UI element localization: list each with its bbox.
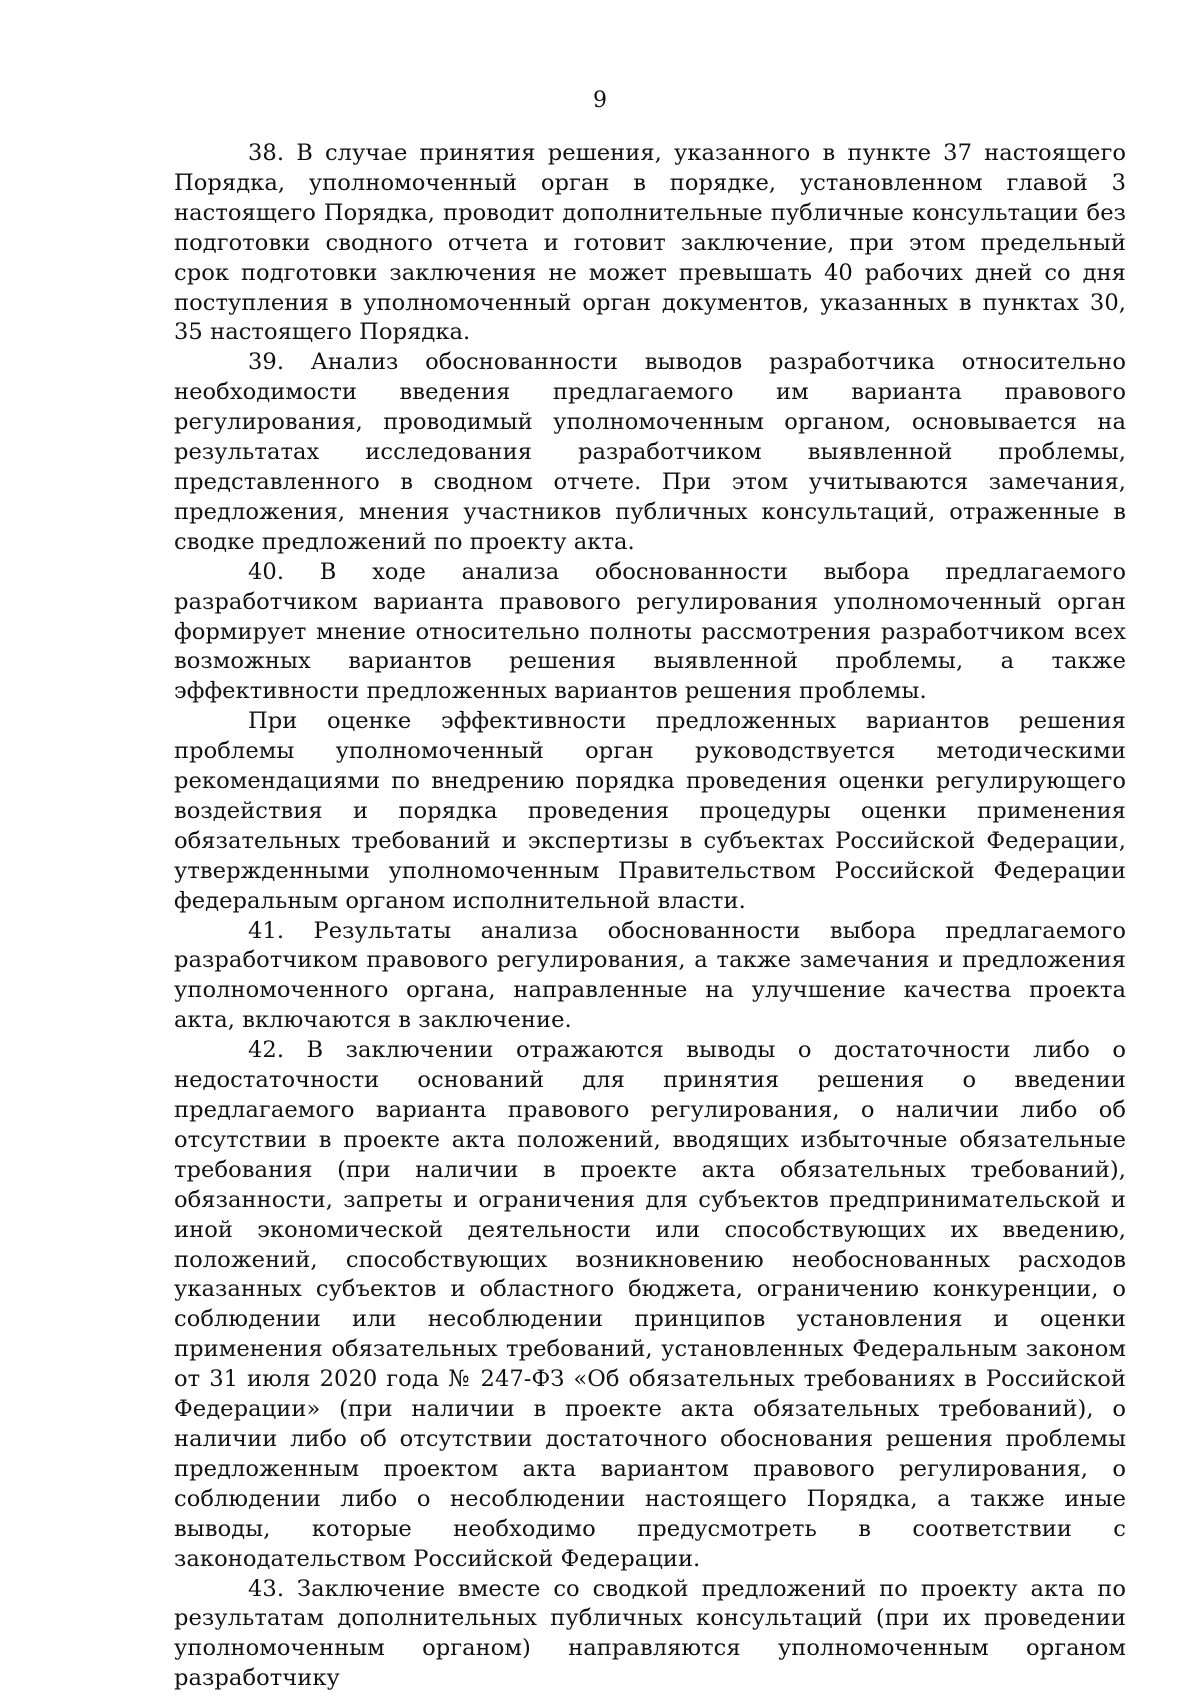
page-number: 9 [593,88,607,113]
paragraph-41: 41. Результаты анализа обоснованности выбора предлагаемого разработчиком правового регулирования, а также замечания и предложения уполномоченного органа, направленные на улучшение качества проекта акта, включаются в заключение. [174,917,1126,1034]
document-body [174,139,1126,1694]
paragraph-40: 40. В ходе анализа обоснованности выбора предлагаемого разработчиком варианта правового регулирования уполномоченный орган формирует мнение относительно полноты рассмотрения разработчиком всех возможных вариантов решения выявленной проблемы, а также эффективности предложенных вариантов решения проблемы. [174,558,1126,705]
paragraph-43: 43. Заключение вместе со сводкой предложений по проекту акта по результатам дополнительных публичных консультаций (при их проведении уполномоченным органом) направляются уполномоченным органом разработчику [174,1575,1126,1692]
paragraph-40-continuation: При оценке эффективности предложенных вариантов решения проблемы уполномоченный орган руководствуется методическими рекомендациями по внедрению порядка проведения оценки регулирующего воздействия и порядка проведения процедуры оценки применения обязательных требований и экспертизы в субъектах Российской Федерации, утвержденными уполномоченным Правительством Российской Федерации федеральным органом исполнительной власти. [174,708,1126,914]
paragraph-42: 42. В заключении отражаются выводы о достаточности либо о недостаточности оснований для принятия решения о введении предлагаемого варианта правового регулирования, о наличии либо об отсутствии в проекте акта положений, вводящих избыточные обязательные требования (при наличии в проекте акта обязательных требований), обязанности, запреты и ограничения для субъектов предпринимательской и иной экономической деятельности или способствующих их введению, положений, способствующих возникновению необоснованных расходов указанных субъектов и областного бюджета, ограничению конкуренции, о соблюдении или несоблюдении принципов установления и оценки применения обязательных требований, установленных Федеральным законом от 31 июля 2020 года № 247-ФЗ «Об обязательных требованиях в Российской Федерации» (при наличии в проекте акта обязательных требований), о наличии либо об отсутствии достаточного обоснования решения проблемы предложенным проектом акта вариантом правового регулирования, о соблюдении либо о несоблюдении настоящего Порядка, а также иные выводы, которые необходимо предусмотреть в соответствии с законодательством Российской Федерации. [174,1037,1126,1572]
paragraph-39: 39. Анализ обоснованности выводов разработчика относительно необходимости введения предлагаемого им варианта правового регулирования, проводимый уполномоченным органом, основывается на результатах исследования разработчиком выявленной проблемы, представленного в сводном отчете. При этом учитываются замечания, предложения, мнения участников публичных консультаций, отраженные в сводке предложений по проекту акта. [174,349,1126,555]
paragraph-38: 38. В случае принятия решения, указанного в пункте 37 настоящего Порядка, уполномоченный орган в порядке, установленном главой 3 настоящего Порядка, проводит дополнительные публичные консультации без подготовки сводного отчета и готовит заключение, при этом предельный срок подготовки заключения не может превышать 40 рабочих дней со дня поступления в уполномоченный орган документов, указанных в пунктах 30, 35 настоящего Порядка. [174,140,1126,346]
